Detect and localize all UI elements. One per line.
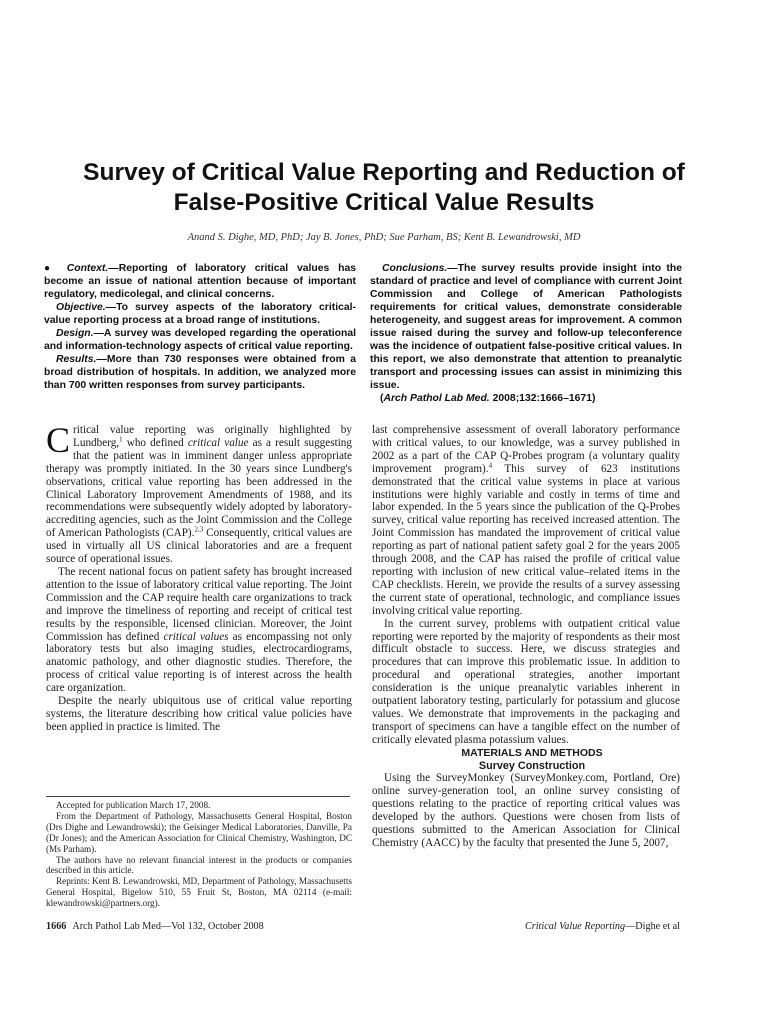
title-line-2: False-Positive Critical Value Results — [173, 189, 595, 216]
footnote-reprints: Reprints: Kent B. Lewandrowski, MD, Department of Pathology, Massachusetts General Hospital, Bigelow 510, 55 Fruit St, Boston, MA 02114 (e-mail: klewandrowski@partners.org). — [46, 876, 352, 909]
body-paragraph-6: Using the SurveyMonkey (SurveyMonkey.com, Portland, Ore) online survey-generation tool, an online survey consisting of questions relating to the practice of reporting critical values was developed by the authors. Questions were chosen from lists of questions submitted to the American Association for Clinical Chemistry (AACC) by the faculty that presented the June 5, 2007, — [372, 772, 680, 849]
section-heading: MATERIALS AND METHODS — [461, 746, 603, 759]
abstract-citation: (Arch Pathol Lab Med. 2008;132:1666–1671) — [380, 393, 596, 404]
body-column-left — [46, 420, 353, 734]
abstract-results: Results.—More than 730 responses were obtained from a broad distribution of hospitals. In addition, we analyzed more than 700 written responses from survey participants. — [44, 354, 356, 391]
drop-cap: C — [46, 420, 71, 460]
page-footer-left — [46, 921, 264, 932]
footnote-accepted: Accepted for publication March 17, 2008. — [56, 800, 211, 810]
running-title: Critical Value Reporting — [524, 921, 626, 932]
body-paragraph-2: The recent national focus on patient safety has brought increased attention to the issue of laboratory critical value reporting. The Joint Commission and the CAP require health care organizations to track and improve the timeliness of reporting and receipt of critical test results by the responsible, licensed clinician. Moreover, the Joint Commission has defined critical values as encompassing not only laboratory tests but also imaging studies, electrocardiograms, anatomic pathology, and other diagnostic studies. Therefore, the process of critical value reporting is of interest across the health care organization. — [46, 565, 353, 695]
running-authors: —Dighe et al — [625, 921, 680, 932]
title-line-1: Survey of Critical Value Reporting and Reduction of — [83, 159, 685, 186]
section-subheading: Survey Construction — [478, 759, 586, 772]
page-footer-right — [525, 921, 680, 932]
abstract-design: Design.—A survey was developed regarding the operational and information-technology aspects of critical value reporting. — [44, 328, 356, 352]
abstract-conclusions: Conclusions.—The survey results provide insight into the standard of practice and level of compliance with current Joint Commission and College of American Pathologists requirements for critical values, demonstrate considerable heterogeneity, and suggest areas for improvement. A common issue raised during the survey and follow-up teleconference was the incidence of outpatient false-positive critical values. In this report, we also demonstrate that attention to preanalytic transport and processing issues can assist in minimizing this issue. — [370, 263, 682, 391]
bullet-icon: ● — [44, 263, 56, 274]
body-paragraph-5: In the current survey, problems with outpatient critical value reporting were reported by the majority of respondents as their most difficult obstacle to success. Here, we discuss strategies and procedures that can improve this problematic issue. In addition to procedural and operational strategies, another important consideration is the unique preanalytic variables inherent in outpatient laboratory testing, particularly for potassium and glucose values. We demonstrate that improvements in the packaging and transport of specimens can have a tangible effect on the number of critically elevated plasma potassium values. — [372, 617, 680, 746]
footnote-divider — [46, 796, 350, 797]
body-paragraph-1: Critical value reporting was originally highlighted by Lundberg,$^1$ who defined critical value as a result suggesting that the patient was in imminent danger unless appropriate therapy was promptly initiated. In the 30 years since Lundberg's observations, critical value reporting has been addressed in the Clinical Laboratory Improvement Amendments of 1988, and its recommendations were subsequently widely adopted by laboratory-accrediting agencies, such as the Joint Commission and the College of American Pathologists (CAP).$^{2,3}$ Consequently, critical values are used in virtually all US clinical laboratories and are a frequent source of operational issues. — [46, 420, 352, 566]
abstract-context: ● Context.—Reporting of laboratory critical values has become an issue of national attention because of important regulatory, medicolegal, and clinical concerns. — [44, 263, 356, 300]
journal-info: Arch Pathol Lab Med—Vol 132, October 2008 — [72, 921, 264, 932]
footnote-affiliations: From the Department of Pathology, Massachusetts General Hospital, Boston (Drs Dighe and Lewandrowski); the Geisinger Medical Laboratories, Danville, Pa (Dr Jones); and the American Association for Clinical Chemistry, Washington, DC (Ms Parham). — [46, 810, 352, 854]
author-list: Anand S. Dighe, MD, PhD; Jay B. Jones, PhD; Sue Parham, BS; Kent B. Lewandrowski, MD — [187, 232, 581, 243]
abstract-objective: Objective.—To survey aspects of the laboratory critical-value reporting process at a broad range of institutions. — [44, 302, 356, 326]
page-number: 1666 — [46, 921, 67, 932]
article-title — [40, 158, 728, 218]
body-paragraph-4: last comprehensive assessment of overall laboratory performance with critical values, to our knowledge, was a survey published in 2002 as a part of the CAP Q-Probes program (a voluntary quality improvement program).$^4$ This survey of 623 institutions demonstrated that the critical value systems in place at various institutions were highly variable and costly in terms of time and labor expended. In the 5 years since the publication of the Q-Probes survey, critical value reporting has received increased attention. The Joint Commission has mandated the improvement of critical value reporting as part of national patient safety goal 2 for the years 2005 through 2008, and the CAP has raised the profile of critical value reporting with inclusion of new critical value–related items in the CAP checklists. Herein, we provide the results of a survey assessing the current state of operational, technologic, and compliance issues involving critical value reporting. — [372, 424, 680, 617]
abstract-right — [370, 262, 682, 405]
body-column-right — [372, 424, 680, 850]
footnotes — [46, 800, 352, 909]
body-paragraph-3: Despite the nearly ubiquitous use of critical value reporting systems, the literature describing how critical value policies have been applied in practice is limited. The — [46, 695, 352, 733]
abstract-left — [44, 262, 356, 392]
footnote-disclosure: The authors have no relevant financial interest in the products or companies described in this article. — [46, 854, 352, 876]
